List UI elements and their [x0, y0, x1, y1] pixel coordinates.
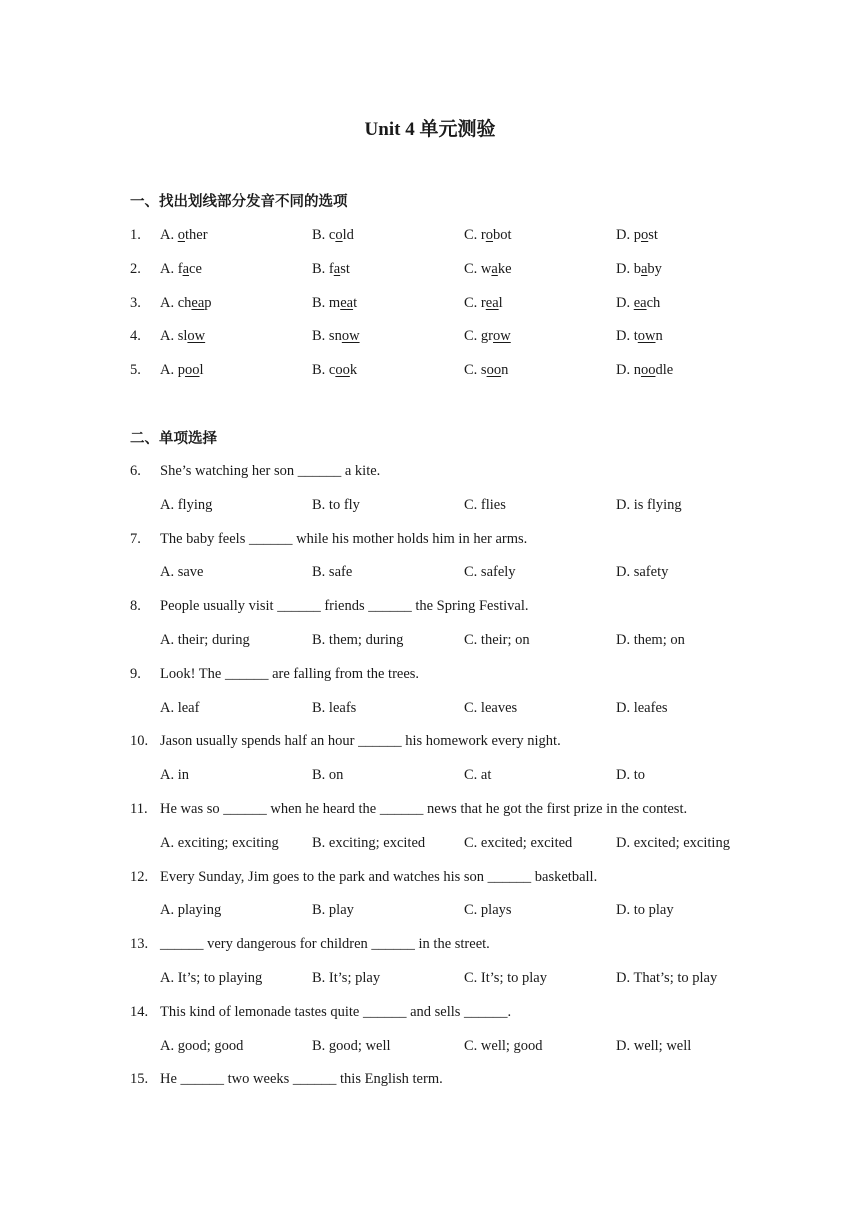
option-text-part: p: [177, 362, 185, 379]
option-text-part: l: [199, 362, 204, 379]
option-text-part: ch: [646, 294, 661, 311]
option-b: B. them; during: [312, 632, 404, 648]
question-number: 7.: [130, 530, 141, 547]
options-row: [0, 765, 860, 785]
option-text-part: dle: [655, 362, 674, 379]
option-a: A. leaf: [160, 699, 200, 716]
option-a: A. It’s; to playing: [160, 970, 263, 986]
option-text-part: C.: [464, 294, 481, 311]
option-c: C. well; good: [464, 1037, 543, 1054]
question-row: [0, 664, 860, 684]
option-c: [464, 360, 508, 380]
option-text-part: bot: [493, 227, 512, 243]
options-row: [0, 900, 860, 920]
question-row: [0, 1002, 860, 1022]
option-text-part: n: [633, 362, 641, 379]
page-title: Unit 4 单元测验: [364, 119, 496, 140]
option-d: D. safety: [616, 564, 669, 581]
option-text-part: B.: [312, 362, 329, 379]
option-b: [312, 326, 360, 346]
underlined-letters: o: [485, 227, 494, 243]
option-b: [312, 259, 350, 279]
question-row: [0, 731, 860, 751]
option-c: [464, 293, 503, 313]
option-b: B. on: [312, 767, 344, 784]
option-text-part: b: [633, 260, 641, 277]
question-row: [0, 360, 860, 380]
underlined-letters: oo: [640, 362, 656, 379]
option-text-part: st: [340, 260, 350, 277]
option-a: [160, 293, 212, 313]
option-b: [312, 225, 354, 245]
option-c: C. flies: [464, 496, 506, 513]
question-row: [0, 326, 860, 346]
option-c: C. leaves: [464, 699, 518, 716]
option-c: C. safely: [464, 564, 516, 581]
option-text-part: ch: [177, 294, 192, 311]
question-row: [0, 461, 860, 481]
question-number: 14.: [130, 1003, 149, 1020]
options-row: [0, 698, 860, 718]
question-number: 15.: [130, 1071, 149, 1088]
question-row: [0, 259, 860, 279]
option-text-part: B.: [312, 260, 329, 277]
underlined-letters: a: [333, 260, 341, 277]
underlined-letters: o: [640, 227, 649, 243]
option-d: D. well; well: [616, 1037, 692, 1054]
option-b: B. safe: [312, 564, 353, 581]
option-text-part: m: [328, 294, 341, 311]
question-number: 4.: [130, 328, 141, 345]
option-c: C. plays: [464, 902, 512, 919]
option-d: D. That’s; to play: [616, 970, 718, 986]
option-d: [616, 293, 660, 313]
option-text-part: sn: [328, 328, 342, 345]
option-text-part: B.: [312, 328, 329, 345]
option-c: [464, 326, 511, 346]
option-d: D. excited; exciting: [616, 834, 730, 851]
option-text-part: gr: [480, 328, 494, 345]
option-text-part: t: [353, 294, 358, 311]
question-row: [0, 596, 860, 616]
option-text-part: B.: [312, 227, 329, 243]
option-a: [160, 259, 202, 279]
option-text-part: p: [204, 294, 212, 311]
option-text-part: A.: [160, 294, 178, 311]
underlined-letters: ea: [340, 294, 354, 311]
option-b: B. It’s; play: [312, 970, 381, 986]
question-text: Look! The ______ are falling from the trees.: [160, 665, 420, 682]
options-row: [0, 562, 860, 582]
option-text-part: f: [328, 260, 334, 277]
option-c: C. excited; excited: [464, 834, 573, 851]
option-a: A. save: [160, 564, 204, 581]
option-text-part: D.: [616, 328, 634, 345]
option-b: B. play: [312, 902, 354, 919]
question-text: This kind of lemonade tastes quite ______ and sells ______.: [160, 1003, 512, 1020]
underlined-letters: ea: [633, 294, 647, 311]
option-text-part: c: [328, 227, 336, 243]
underlined-letters: a: [182, 260, 190, 277]
option-text-part: by: [647, 260, 662, 277]
underlined-letters: ow: [493, 328, 511, 345]
underlined-letters: ea: [485, 294, 499, 311]
option-text-part: D.: [616, 260, 634, 277]
option-text-part: D.: [616, 362, 634, 379]
option-text-part: ce: [189, 260, 202, 277]
question-row: [0, 529, 860, 549]
option-text-part: n: [501, 362, 509, 379]
option-d: D. leafes: [616, 699, 668, 716]
question-row: [0, 867, 860, 887]
option-text-part: ther: [184, 227, 208, 243]
option-text-part: C.: [464, 260, 481, 277]
options-row: [0, 968, 860, 988]
option-text-part: n: [655, 328, 663, 345]
option-d: [616, 326, 663, 346]
question-number: 13.: [130, 936, 149, 953]
underlined-letters: a: [640, 260, 648, 277]
option-c: C. their; on: [464, 632, 530, 648]
option-a: [160, 326, 205, 346]
option-a: [160, 225, 208, 245]
underlined-letters: ow: [341, 328, 360, 345]
option-a: A. playing: [160, 902, 222, 919]
options-row: [0, 495, 860, 515]
question-number: 11.: [130, 801, 148, 817]
option-text-part: C.: [464, 227, 481, 243]
question-number: 2.: [130, 260, 141, 277]
question-text: Every Sunday, Jim goes to the park and watches his son ______ basketball.: [160, 868, 598, 885]
option-d: D. is flying: [616, 496, 682, 513]
question-number: 9.: [130, 665, 141, 682]
option-text-part: l: [498, 294, 503, 311]
option-a: A. good; good: [160, 1037, 244, 1054]
question-text: Jason usually spends half an hour ______ his homework every night.: [160, 733, 561, 750]
options-row: [0, 833, 860, 853]
option-d: [616, 259, 662, 279]
question-number: 10.: [130, 733, 149, 750]
question-text: He ______ two weeks ______ this English term.: [160, 1071, 443, 1088]
option-text-part: ke: [497, 260, 512, 277]
option-text-part: D.: [616, 227, 634, 243]
option-d: D. to: [616, 767, 645, 784]
underlined-letters: oo: [486, 362, 502, 379]
option-text-part: r: [480, 294, 486, 311]
underlined-letters: oo: [184, 362, 200, 379]
options-row: [0, 630, 860, 650]
question-row: [0, 1069, 860, 1089]
option-b: B. exciting; excited: [312, 834, 426, 851]
question-text: ______ very dangerous for children ______ in the street.: [160, 936, 490, 953]
underlined-letters: o: [177, 227, 185, 243]
question-text: She’s watching her son ______ a kite.: [160, 463, 381, 479]
question-number: 3.: [130, 294, 141, 311]
section2-heading: 二、单项选择: [130, 431, 217, 447]
underlined-letters: oo: [335, 362, 350, 379]
section1-heading: 一、找出划线部分发音不同的选项: [130, 194, 348, 210]
option-d: D. them; on: [616, 632, 685, 648]
options-row: [0, 1036, 860, 1056]
option-text-part: A.: [160, 362, 178, 379]
question-text: The baby feels ______ while his mother holds him in her arms.: [160, 530, 528, 547]
option-b: B. leafs: [312, 699, 357, 716]
option-a: A. exciting; exciting: [160, 834, 279, 851]
question-number: 8.: [130, 598, 141, 615]
option-text-part: s: [480, 362, 487, 379]
option-text-part: w: [480, 260, 492, 277]
option-b: B. good; well: [312, 1037, 391, 1054]
question-number: 12.: [130, 868, 149, 885]
option-text-part: A.: [160, 260, 178, 277]
question-row: [0, 934, 860, 954]
question-text: He was so ______ when he heard the ______ news that he got the first prize in the contest.: [160, 801, 688, 817]
option-text-part: A.: [160, 328, 178, 345]
question-number: 5.: [130, 362, 141, 379]
question-row: [0, 225, 860, 245]
underlined-letters: o: [335, 227, 343, 243]
option-b: B. to fly: [312, 496, 360, 513]
option-text-part: ld: [342, 227, 354, 243]
question-row: [0, 799, 860, 819]
option-c: [464, 225, 512, 245]
option-d: [616, 360, 673, 380]
option-c: C. It’s; to play: [464, 970, 547, 986]
question-number: 6.: [130, 463, 141, 479]
option-a: A. in: [160, 767, 189, 784]
option-text-part: sl: [177, 328, 188, 345]
option-text-part: st: [648, 227, 658, 243]
option-b: [312, 360, 357, 380]
option-a: [160, 360, 204, 380]
underlined-letters: ow: [637, 328, 656, 345]
option-text-part: k: [349, 362, 358, 379]
option-text-part: A.: [160, 227, 178, 243]
option-text-part: c: [328, 362, 336, 379]
option-a: A. their; during: [160, 632, 250, 648]
underlined-letters: ow: [187, 328, 206, 345]
option-c: C. at: [464, 767, 492, 784]
option-c: [464, 259, 512, 279]
option-text-part: r: [480, 227, 486, 243]
question-row: [0, 293, 860, 313]
option-text-part: t: [633, 328, 638, 345]
question-number: 1.: [130, 227, 141, 243]
underlined-letters: ea: [191, 294, 205, 311]
question-text: People usually visit ______ friends ______ the Spring Festival.: [160, 598, 529, 615]
option-text-part: C.: [464, 362, 481, 379]
option-a: A. flying: [160, 496, 213, 513]
option-d: D. to play: [616, 902, 674, 919]
underlined-letters: a: [491, 260, 498, 277]
option-text-part: C.: [464, 328, 481, 345]
option-text-part: D.: [616, 294, 634, 311]
option-text-part: B.: [312, 294, 329, 311]
option-b: [312, 293, 357, 313]
option-text-part: f: [177, 260, 183, 277]
option-d: [616, 225, 658, 245]
option-text-part: p: [633, 227, 641, 243]
